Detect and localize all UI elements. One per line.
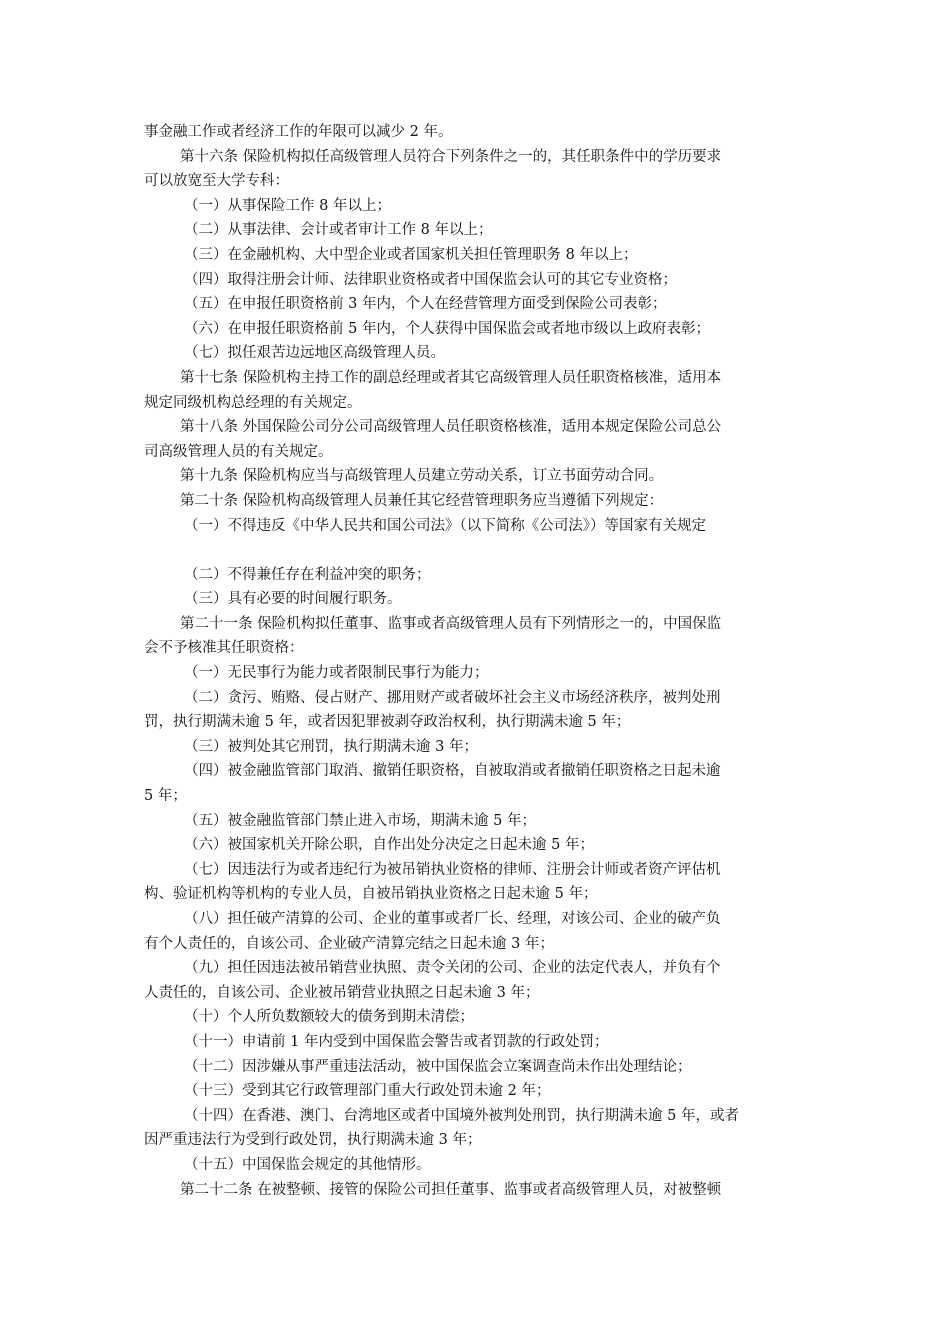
text-line: 司高级管理人员的有关规定。 [144, 443, 333, 460]
text-line: （二）不得兼任存在利益冲突的职务； [184, 566, 431, 583]
text-line: 规定同级机构总经理的有关规定。 [144, 394, 362, 411]
text-line: （七）拟任艰苦边远地区高级管理人员。 [184, 345, 445, 362]
text-line: 事金融工作或者经济工作的年限可以减少 2 年。 [144, 124, 453, 140]
text-line: （四）被金融监管部门取消、撤销任职资格，自被取消或者撤销任职资格之日起未逾 [184, 763, 721, 780]
text-line: （六）被国家机关开除公职，自作出处分决定之日起未逾 5 年； [184, 837, 594, 854]
text-line: 构、验证机构等机构的专业人员，自被吊销执业资格之日起未逾 5 年； [144, 886, 598, 903]
text-line: （十二）因涉嫌从事严重违法活动，被中国保监会立案调查尚未作出处理结论； [184, 1058, 692, 1075]
text-line: 会不予核准其任职资格： [144, 640, 304, 657]
text-line: （一）不得违反《中华人民共和国公司法》（以下简称《公司法》）等国家有关规定 [184, 517, 706, 534]
text-line: 罚，执行期满未逾 5 年，或者因犯罪被剥夺政治权利，执行期满未逾 5 年； [144, 714, 631, 731]
text-line: 第二十条 保险机构高级管理人员兼任其它经营管理职务应当遵循下列规定： [180, 492, 664, 509]
text-line: （十三）受到其它行政管理部门重大行政处罚未逾 2 年； [184, 1083, 551, 1100]
text-line: （一）从事保险工作 8 年以上； [184, 197, 391, 214]
blank-line [144, 538, 812, 563]
text-line: 可以放宽至大学专科： [144, 173, 289, 190]
text-line: （八）担任破产清算的公司、企业的董事或者厂长、经理，对该公司、企业的破产负 [184, 911, 721, 927]
text-line: （三）具有必要的时间履行职务。 [184, 591, 402, 608]
text-line: （十五）中国保监会规定的其他情形。 [184, 1156, 431, 1173]
text-line: 第二十二条 在被整顿、接管的保险公司担任董事、监事或者高级管理人员，对被整顿 [180, 1181, 722, 1198]
text-line: 因严重违法行为受到行政处罚，执行期满未逾 3 年； [144, 1132, 482, 1149]
text-line: （二）从事法律、会计或者审计工作 8 年以上； [184, 222, 493, 239]
text-line: 第二十一条 保险机构拟任董事、监事或者高级管理人员有下列情形之一的，中国保监 [180, 615, 722, 632]
document-body [144, 120, 812, 1202]
text-line: （一）无民事行为能力或者限制民事行为能力； [184, 665, 489, 682]
text-line: （四）取得注册会计师、法律职业资格或者中国保监会认可的其它专业资格； [184, 271, 677, 288]
text-line: （九）担任因违法被吊销营业执照、责令关闭的公司、企业的法定代表人，并负有个 [184, 960, 721, 977]
text-line: 第十九条 保险机构应当与高级管理人员建立劳动关系，订立书面劳动合同。 [180, 468, 664, 485]
text-line: （十一）申请前 1 年内受到中国保监会警告或者罚款的行政处罚； [184, 1033, 609, 1050]
text-line: （二）贪污、贿赂、侵占财产、挪用财产或者破坏社会主义市场经济秩序，被判处刑 [184, 689, 721, 706]
text-line: （六）在申报任职资格前 5 年内，个人获得中国保监会或者地市级以上政府表彰； [184, 320, 710, 337]
text-line: （五）在申报任职资格前 3 年内，个人在经营管理方面受到保险公司表彰； [184, 296, 667, 313]
text-line: 有个人责任的，自该公司、企业破产清算完结之日起未逾 3 年； [144, 935, 554, 952]
text-line: （十四）在香港、澳门、台湾地区或者中国境外被判处刑罚，执行期满未逾 5 年，或者 [184, 1107, 739, 1124]
text-line: 5 年； [144, 788, 187, 805]
text-line: （十）个人所负数额较大的债务到期未清偿； [184, 1009, 474, 1026]
text-line: 第十七条 保险机构主持工作的副总经理或者其它高级管理人员任职资格核准，适用本 [180, 369, 722, 386]
text-line: （五）被金融监管部门禁止进入市场，期满未逾 5 年； [184, 812, 536, 829]
text-line: （三）在金融机构、大中型企业或者国家机关担任管理职务 8 年以上； [184, 246, 638, 263]
text-line: 第十八条 外国保险公司分公司高级管理人员任职资格核准，适用本规定保险公司总公 [180, 419, 722, 436]
text-line: 人责任的，自该公司、企业被吊销营业执照之日起未逾 3 年； [144, 984, 540, 1001]
text-line: （七）因违法行为或者违纪行为被吊销执业资格的律师、注册会计师或者资产评估机 [184, 861, 721, 878]
text-line: （三）被判处其它刑罚，执行期满未逾 3 年； [184, 738, 478, 755]
text-line: 第十六条 保险机构拟任高级管理人员符合下列条件之一的，其任职条件中的学历要求 [180, 148, 722, 165]
